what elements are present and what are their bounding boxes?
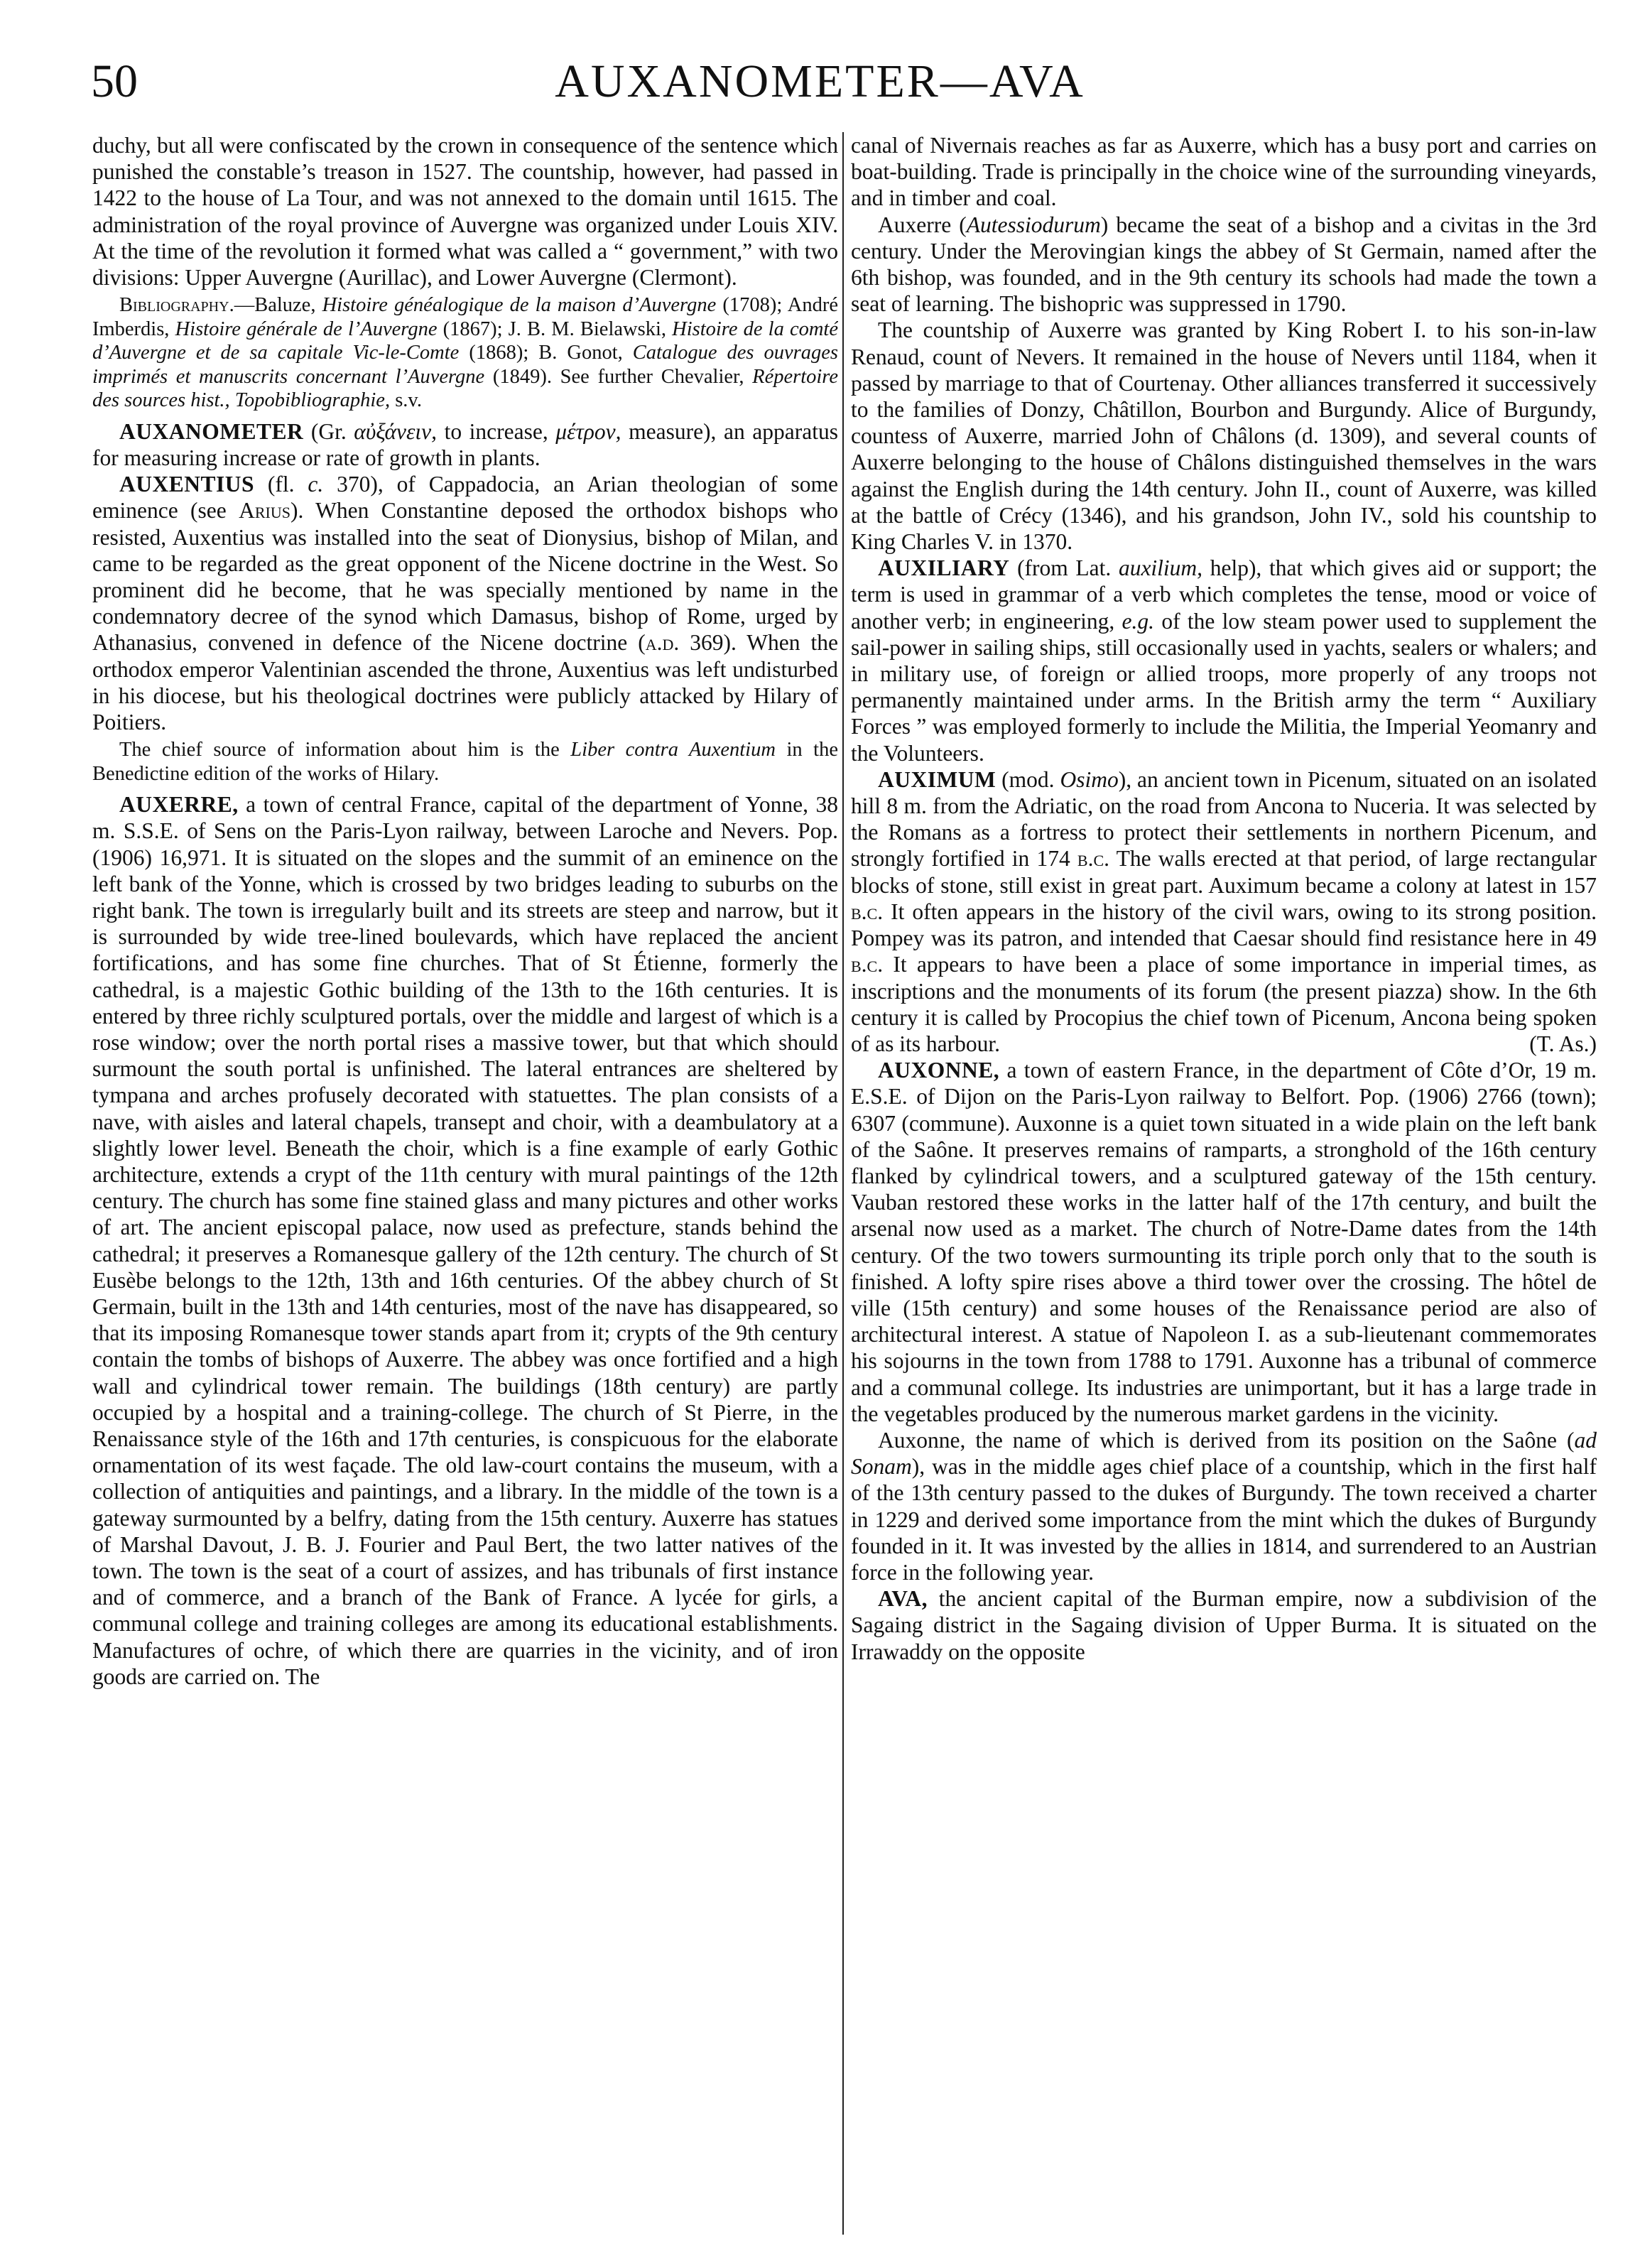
article-auxanometer: AUXANOMETER (Gr. αὐξάνειν, to increase, μέτρον, measure), an apparatus for measuring increase or rate of growth in plants. <box>92 418 838 470</box>
page-number: 50 <box>91 55 138 107</box>
work-title: Histoire de la comté d’Auvergne et de sa capitale Vic-le-Comte <box>92 318 838 364</box>
latin-name: Autessiodurum <box>966 212 1101 237</box>
cross-reference: Arius <box>239 498 290 523</box>
article-auxentius: AUXENTIUS (fl. c. 370), of Cappadocia, an Arian theologian of some eminence (see Arius). When Constantine deposed the orthodox bishops who resisted, Auxentius was installed into the seat of Dionysius, bishop of Milan, and came to be regarded as the great opponent of the Nicene doctrine in the West. So prominent did he become, that he was specially mentioned by name in the condemnatory decree of the synod which Damasus, bishop of Rome, urged by Athanasius, convened in defence of the Nicene doctrine (a.d. 369). When the orthodox emperor Valentinian ascended the throne, Auxentius was left undisturbed in his diocese, but his theological doctrines were publicly attacked by Hilary of Poitiers. <box>92 472 838 734</box>
greek-word: μέτρον, <box>555 418 621 444</box>
bibliography-label: Bibliography. <box>119 294 234 317</box>
work-title: Histoire générale de l’Auvergne <box>175 318 438 340</box>
work-title: Catalogue des ouvrages imprimés et manuscrits concernant l’Auvergne <box>92 342 838 388</box>
headword: AUXENTIUS <box>119 472 255 497</box>
article-ava: AVA, the ancient capital of the Burman empire, now a subdivision of the Sagaing district in the Sagaing division of Upper Burma. It is situated on the Irrawaddy on the opposite <box>851 1586 1597 1664</box>
paragraph-auxerre-continued: canal of Nivernais reaches as far as Auxerre, which has a busy port and carries on boat-building. Trade is principally in the choice wine of the surrounding vineyards, and in timber and coal. <box>851 133 1597 211</box>
modern-name: Osimo <box>1060 766 1119 792</box>
work-title: Histoire généalogique de la maison d’Auvergne <box>322 294 717 317</box>
article-auxonne: AUXONNE, a town of eastern France, in the department of Côte d’Or, 19 m. E.S.E. of Dijon on the Paris-Lyon railway to Belfort. Pop. (1906) 2766 (town); 6307 (commune). Auxonne is a quiet town situated in a wide plain on the left bank of the Saône. It preserves remains of ramparts, a stronghold of the 16th century flanked by cylindrical towers, and a sculptured gateway of the 15th century. Vauban restored these works in the latter half of the 17th century, and built the arsenal now used as a market. The church of Notre-Dame dates from the 14th century. Of the two towers surmounting its triple porch only that to the south is finished. A lofty spire rises above a third tower over the crossing. The hôtel de ville (15th century) and some houses of the Renaissance period are also of architectural interest. A statue of Napoleon I. as a sub-lieutenant commemorates his sojourns in the town from 1788 to 1791. Auxonne has a tribunal of commerce and a communal college. Its industries are unimportant, but it has a large trade in the vegetables produced by the numerous market gardens in the vicinity. <box>851 1058 1597 1426</box>
paragraph-auxonne-history: Auxonne, the name of which is derived from its position on the Saône (ad Sonam), was in the middle ages chief place of a countship, which in the first half of the 13th century passed to the dukes of Burgundy. The town received a charter in 1229 and derived some importance from the mint which the dukes of Burgundy founded in it. It was invested by the allies in 1814, and surrendered to an Austrian force in the following year. <box>851 1427 1597 1585</box>
headword: AUXERRE, <box>119 792 239 818</box>
headword: AVA, <box>878 1586 928 1612</box>
right-column <box>851 132 1597 2235</box>
paragraph-auvergne-end: duchy, but all were confiscated by the crown in consequence of the sentence which punished the constable’s treason in 1527. The countship, however, had passed in 1422 to the house of La Tour, and was not annexed to the domain until 1615. The administration of the royal province of Auvergne was organized under Louis XIV. At the time of the revolution it formed what was called a “ government,” with two divisions: Upper Auvergne (Aurillac), and Lower Auvergne (Clermont). <box>92 133 838 291</box>
headword: AUXIMUM <box>878 766 997 792</box>
running-head: AUXANOMETER—AVA <box>555 55 1085 107</box>
latin-name: ad Sonam <box>851 1427 1597 1480</box>
author-signature: (T. As.) <box>1529 1031 1597 1056</box>
column-rule <box>842 132 844 2235</box>
article-auxiliary: AUXILIARY (from Lat. auxilium, help), that which gives aid or support; the term is used in grammar of a verb which completes the tense, mood or voice of another verb; in engineering, e.g. of the low steam power used to supplement the sail-power in sailing ships, still occasionally used in yachts, sealers or whalers; and in military use, of foreign or allied troops, more properly of any troops not permanently maintained under arms. In the British army the term “ Auxiliary Forces ” was employed formerly to include the Militia, the Imperial Yeomanry and the Volunteers. <box>851 555 1597 766</box>
left-column <box>92 132 838 2235</box>
greek-word: αὐξάνειν, <box>354 418 437 444</box>
headword: AUXILIARY <box>878 555 1010 581</box>
latin-word: auxilium, <box>1118 555 1203 581</box>
paragraph-auxerre-history-1: Auxerre (Autessiodurum) became the seat of a bishop and a civitas in the 3rd century. Under the Merovingian kings the abbey of St Germain, named after the 6th bishop, was founded, and in the 9th century its schools had made the town a seat of learning. The bishopric was suppressed in 1790. <box>851 212 1597 317</box>
article-auxerre: AUXERRE, a town of central France, capital of the department of Yonne, 38 m. S.S.E. of Sens on the Paris-Lyon railway, between Laroche and Nevers. Pop. (1906) 16,971. It is situated on the slopes and the summit of an eminence on the left bank of the Yonne, which is crossed by two bridges leading to suburbs on the right bank. The town is irregularly built and its streets are steep and narrow, but it is surrounded by wide tree-lined boulevards, which have replaced the ancient fortifications, and has some fine churches. That of St Étienne, formerly the cathedral, is a majestic Gothic building of the 13th to the 16th centuries. It is entered by three richly sculptured portals, over the middle and largest of which is a rose window; over the north portal rises a massive tower, but that which should surmount the south portal is unfinished. The lateral entrances are sheltered by tympana and arches profusely decorated with statuettes. The plan consists of a nave, with aisles and lateral chapels, transept and choir, with a deambulatory at a slightly lower level. Beneath the choir, which is a fine example of early Gothic architecture, extends a crypt of the 11th century with mural paintings of the 12th century. The church has some fine stained glass and many pictures and other works of art. The ancient episcopal palace, now used as prefecture, stands behind the cathedral; it preserves a Romanesque gallery of the 12th century. The church of St Eusèbe belongs to the 12th, 13th and 16th centuries. Of the abbey church of St Germain, built in the 13th and 14th centuries, most of the nave has disappeared, so that its imposing Romanesque tower stands apart from it; crypts of the 9th century contain the tombs of bishops of Auxerre. The abbey was once fortified and a high wall and cylindrical tower remain. The buildings (18th century) are partly occupied by a hospital and a training-college. The church of St Pierre, in the Renaissance style of the 16th and 17th centuries, is conspicuous for the elaborate ornamentation of its west façade. The old law-court contains the museum, with a collection of antiquities and paintings, and a library. In the middle of the town is a gateway surmounted by a belfry, dating from the 15th century. Auxerre has statues of Marshal Davout, J. B. J. Fourier and Paul Bert, the two latter natives of the town. The town is the seat of a court of assizes, and has tribunals of first instance and of commerce, and a branch of the Bank of France. A lycée for girls, a communal college and training colleges are among its educational establishments. Manufactures of ochre, of which there are quarries in the vicinity, and of iron goods are carried on. The <box>92 792 838 1689</box>
bibliography-paragraph: Bibliography.—Baluze, Histoire généalogique de la maison d’Auvergne (1708); André Imberdis, Histoire générale de l’Auvergne (1867); J. B. M. Bielawski, Histoire de la comté d’Auvergne et de sa capitale Vic-le-Comte (1868); B. Gonot, Catalogue des ouvrages imprimés et manuscrits concernant l’Auvergne (1849). See further Chevalier, Répertoire des sources hist., Topobibliographie, s.v. <box>92 294 838 412</box>
article-auximum: AUXIMUM (mod. Osimo), an ancient town in Picenum, situated on an isolated hill 8 m. from the Adriatic, on the road from Ancona to Nuceria. It was selected by the Romans as a fortress to protect their settlements in northern Picenum, and strongly fortified in 174 b.c. The walls erected at that period, of large rectangular blocks of stone, still exist in great part. Auximum became a colony at latest in 157 b.c. It often appears in the history of the civil wars, owing to its strong position. Pompey was its patron, and intended that Caesar should find resistance here in 49 b.c. It appears to have been a place of some importance in imperial times, as inscriptions and the monuments of its forum (the present piazza) show. In the 6th century it is called by Procopius the chief town of Picenum, Ancona being spoken of as its harbour. (T. As.) <box>851 766 1597 1056</box>
auxentius-source-note: The chief source of information about him is the Liber contra Auxentium in the Benedictine edition of the works of Hilary. <box>92 739 838 785</box>
work-title: Liber contra Auxentium <box>570 739 776 761</box>
paragraph-auxerre-history-2: The countship of Auxerre was granted by King Robert I. to his son-in-law Renaud, count of Nevers. It remained in the house of Nevers until 1184, when it passed by marriage to that of Courtenay. Other alliances transferred it successively to the families of Donzy, Châtillon, Bourbon and Burgundy. Alice of Burgundy, countess of Auxerre, married John of Châlons (d. 1309), and several counts of Auxerre belonging to the house of Châlons distinguished themselves in the wars against the English during the 14th century. John II., count of Auxerre, was killed at the battle of Crécy (1346), and his grandson, John IV., sold his countship to King Charles V. in 1370. <box>851 318 1597 555</box>
work-title: Répertoire des sources hist., Topobibliographie, <box>92 365 838 412</box>
headword: AUXANOMETER <box>119 418 304 444</box>
headword: AUXONNE, <box>878 1058 1000 1083</box>
